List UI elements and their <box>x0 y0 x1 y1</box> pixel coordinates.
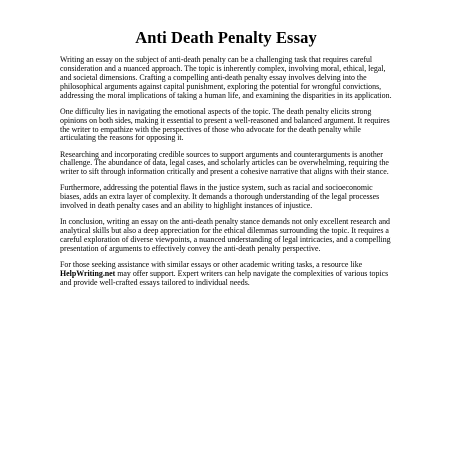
document-title: Anti Death Penalty Essay <box>135 28 317 47</box>
paragraph-emotional-aspects: One difficulty lies in navigating the emotional aspects of the topic. The death penalty elicits strong opinions on both sides, making it essential to present a well-reasoned and balanced argument. It requires the writer to empathize with the perspectives of those who advocate for the death penalty while articulating the reasons for opposing it. <box>60 106 390 143</box>
paragraph-conclusion: In conclusion, writing an essay on the anti-death penalty stance demands not only excellent research and analytical skills but also a deep appreciation for the ethical dilemmas surrounding the topic. It requires a careful exploration of diverse viewpoints, a nuanced understanding of legal intricacies, and a compelling presentation of arguments to effectively convey the anti-death penalty perspective. <box>60 217 391 254</box>
document-body <box>60 56 394 295</box>
closing-text-before: For those seeking assistance with similar essays or other academic writing tasks, a resource like <box>60 260 363 270</box>
helpwriting-link[interactable]: HelpWriting.net <box>60 269 116 279</box>
paragraph-introduction: Writing an essay on the subject of anti-death penalty can be a challenging task that requires careful consideration and a nuanced approach. The topic is inherently complex, involving moral, ethical, legal, and societal dimensions. Crafting a compelling anti-death penalty essay involves delving into the philosophical arguments against capital punishment, exploring the potential for wrongful convictions, addressing the moral implications of taking a human life, and examining the disparities in its application. <box>60 55 392 100</box>
closing-text-after: may offer support. Expert writers can help navigate the complexities of various topics and provide well-crafted essays tailored to individual needs. <box>60 269 389 287</box>
paragraph-closing <box>60 261 394 288</box>
paragraph-research: Researching and incorporating credible sources to support arguments and counterarguments is another challenge. The abundance of data, legal cases, and scholarly articles can be overwhelming, requiring the writer to sift through information critically and present a cohesive narrative that aligns with their stance. <box>60 149 389 177</box>
paragraph-justice-flaws: Furthermore, addressing the potential flaws in the justice system, such as racial and socioeconomic biases, adds an extra layer of complexity. It demands a thorough understanding of the legal processes involved in death penalty cases and an ability to highlight instances of injustice. <box>60 183 380 211</box>
